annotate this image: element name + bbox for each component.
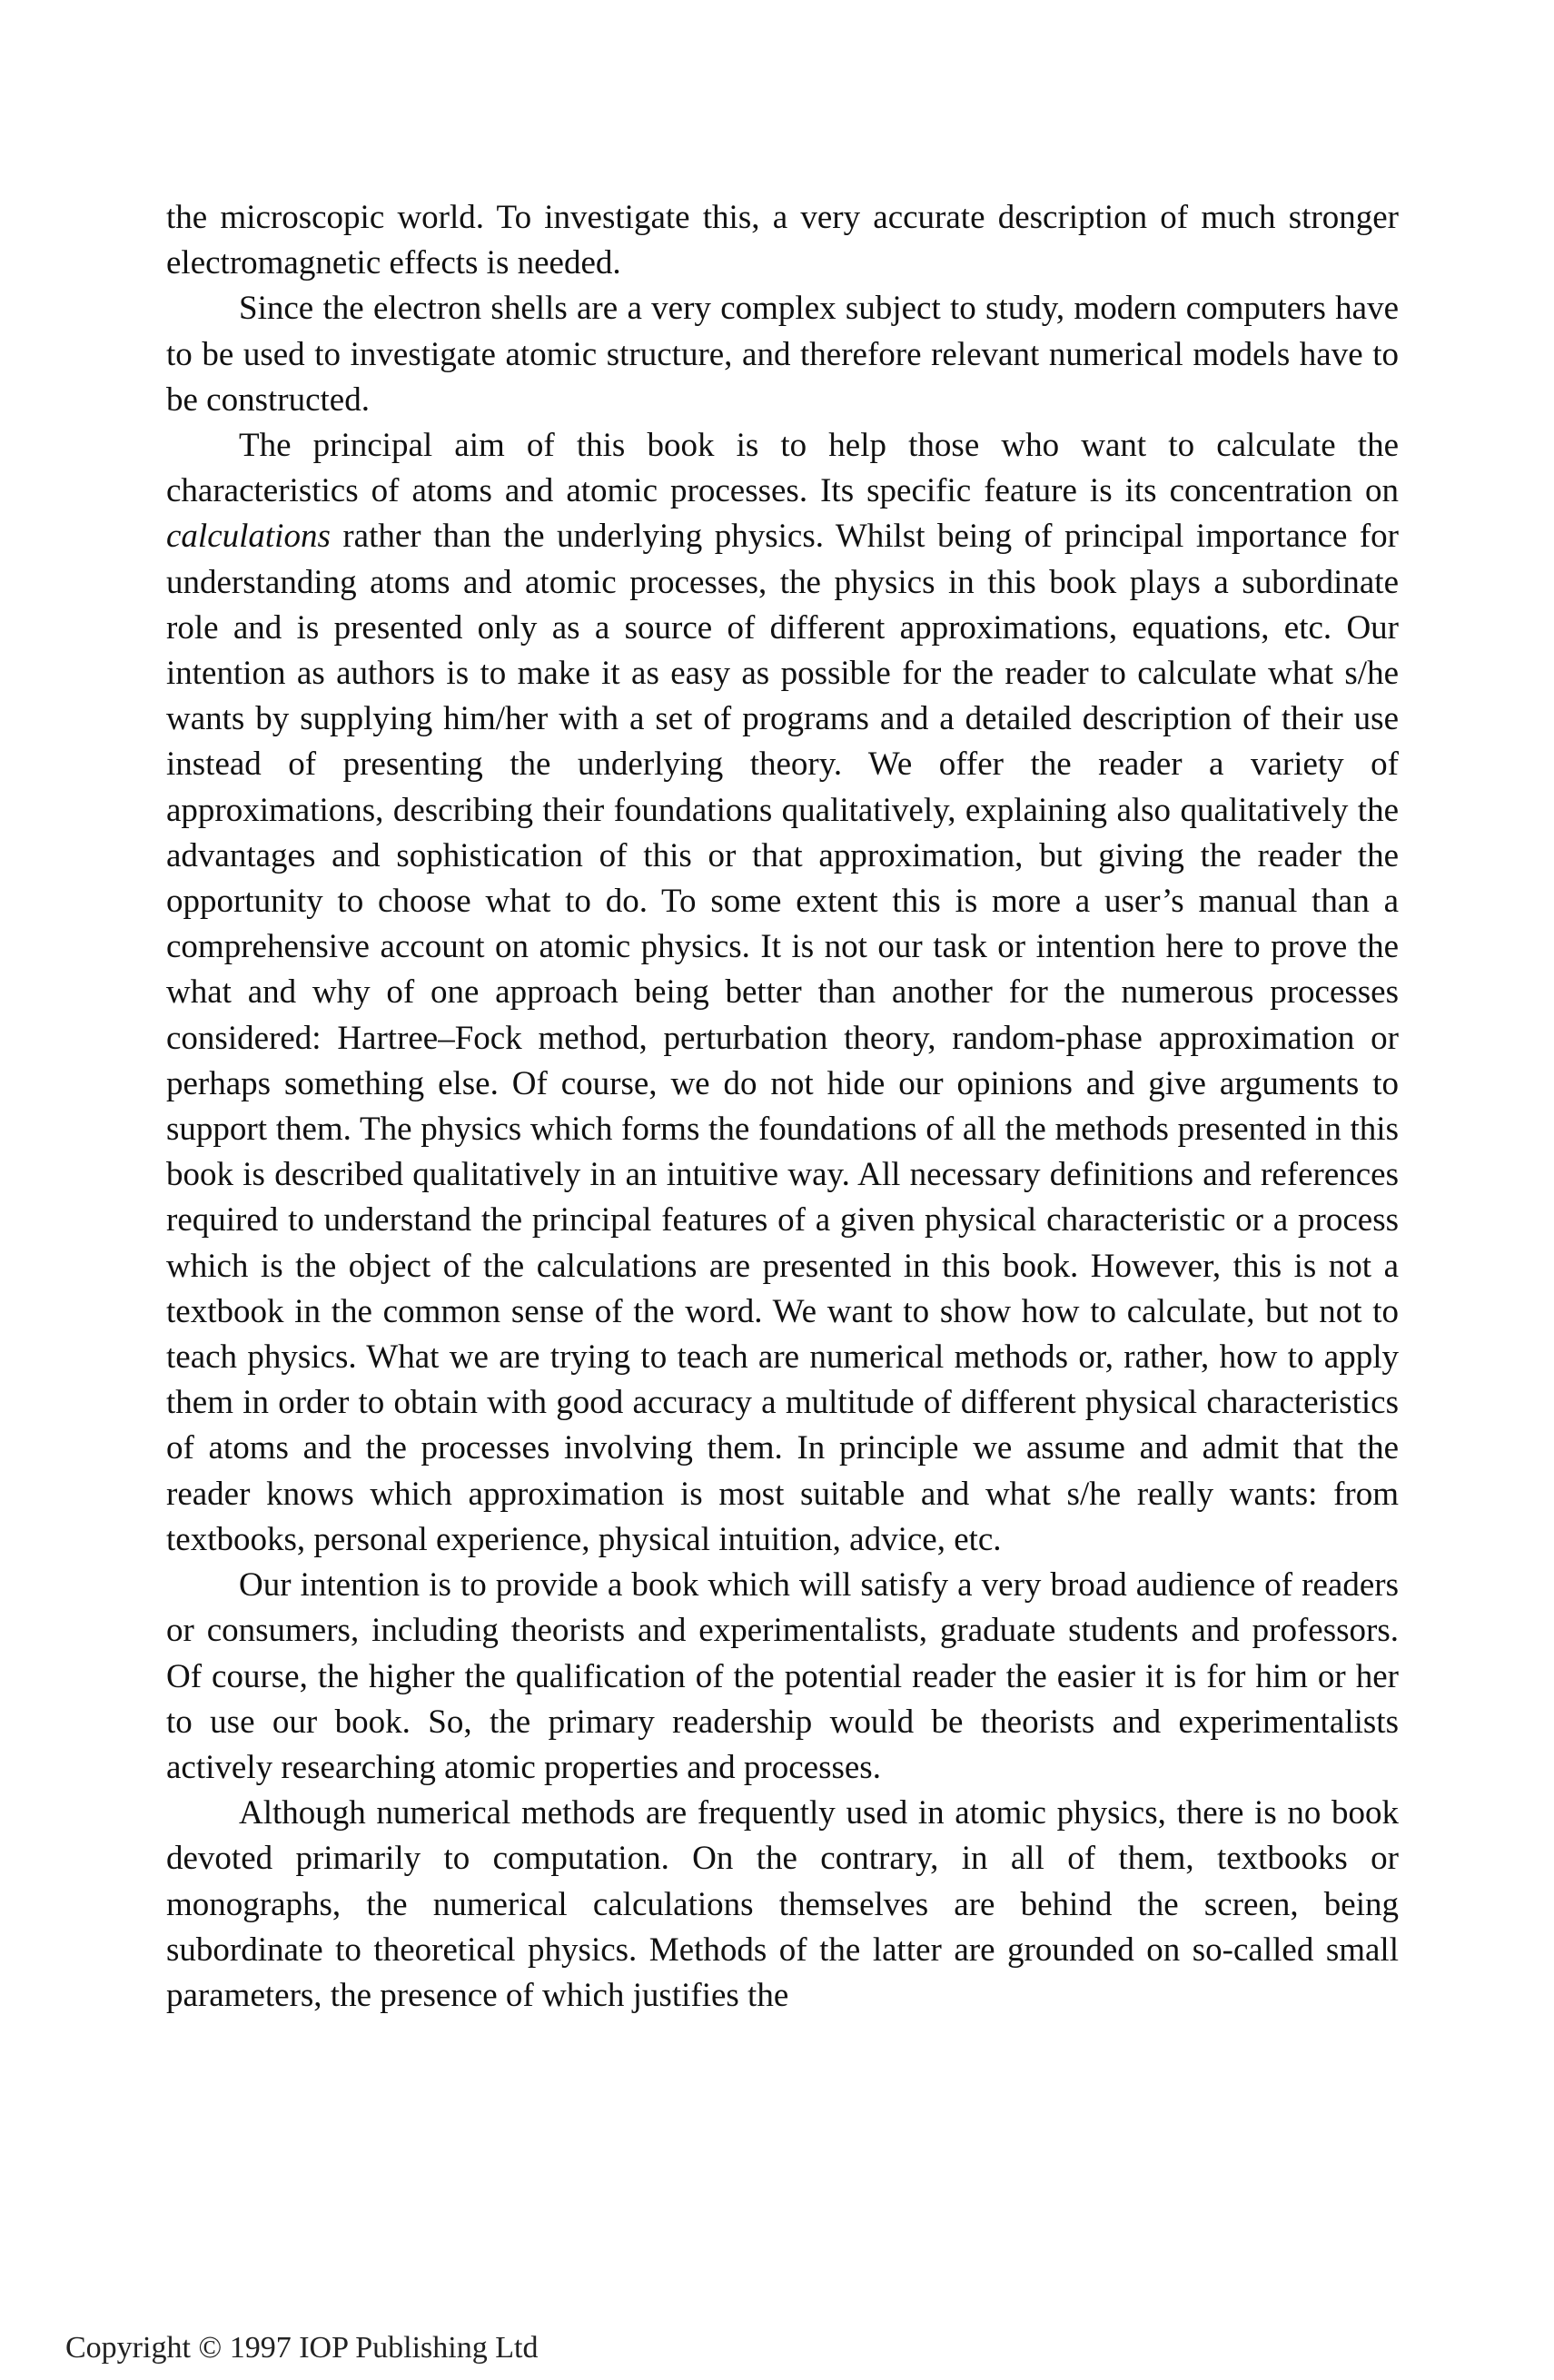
body-text: [166, 195, 1399, 2019]
paragraph-1: the microscopic world. To investigate this, a very accurate description of much stronger electromagnetic effects is needed.: [166, 199, 1399, 282]
paragraph-5: Although numerical methods are frequently used in atomic physics, there is no book devoted primarily to computation. On the contrary, in all of them, textbooks or monographs, the numerical calculations themselves are behind the screen, being subordinate to theoretical physics. Methods of the latter are grounded on so-called small parameters, the presence of which justifies the: [166, 1794, 1399, 2014]
paragraph-4: Our intention is to provide a book which will satisfy a very broad audience of readers or consumers, including theorists and experimentalists, graduate students and professors. Of course, the higher the qualification of the potential reader the easier it is for him or her to use our book. So, the primary readership would be theorists and experimentalists actively researching atomic properties and processes.: [166, 1566, 1399, 1786]
copyright-footer: Copyright © 1997 IOP Publishing Ltd: [65, 2331, 539, 2365]
paragraph-2: Since the electron shells are a very complex subject to study, modern computers have to be used to investigate atomic structure, and therefore relevant numerical models have to be constructed.: [166, 290, 1399, 419]
emphasis-calculations: calculations: [166, 518, 331, 556]
paragraph-3: The principal aim of this book is to help those who want to calculate the characteristics of atoms and atomic processes. Its specific feature is its concentration on calculations rather than the underlying physics. Whilst being of principal importance for understanding atoms and atomic processes, the physics in this book plays a subordinate role and is presented only as a source of different approximations, equations, etc. Our intention as authors is to make it as easy as possible for the reader to calculate what s/he wants by supplying him/her with a set of programs and a detailed description of their use instead of presenting the underlying theory. We offer the reader a variety of approximations, describing their foundations qualitatively, explaining also qualitatively the advantages and sophistication of this or that approximation, but giving the reader the opportunity to choose what to do. To some extent this is more a user’s manual than a comprehensive account on atomic physics. It is not our task or intention here to prove the what and why of one approach being better than another for the numerous processes considered: Hartree–Fock method, perturbation theory, random-phase approximation or perhaps something else. Of course, we do not hide our opinions and give arguments to support them. The physics which forms the foundations of all the methods presented in this book is described qualitatively in an intuitive way. All necessary definitions and references required to understand the principal features of a given physical characteristic or a process which is the object of the calculations are presented in this book. However, this is not a textbook in the common sense of the word. We want to show how to calculate, but not to teach physics. What we are trying to teach are numerical methods or, rather, how to apply them in order to obtain with good accuracy a multitude of different physical characteristics of atoms and the processes involving them. In principle we assume and admit that the reader knows which approximation is most suitable and what s/he really wants: from textbooks, personal experience, physical intuition, advice, etc.: [166, 427, 1399, 1558]
